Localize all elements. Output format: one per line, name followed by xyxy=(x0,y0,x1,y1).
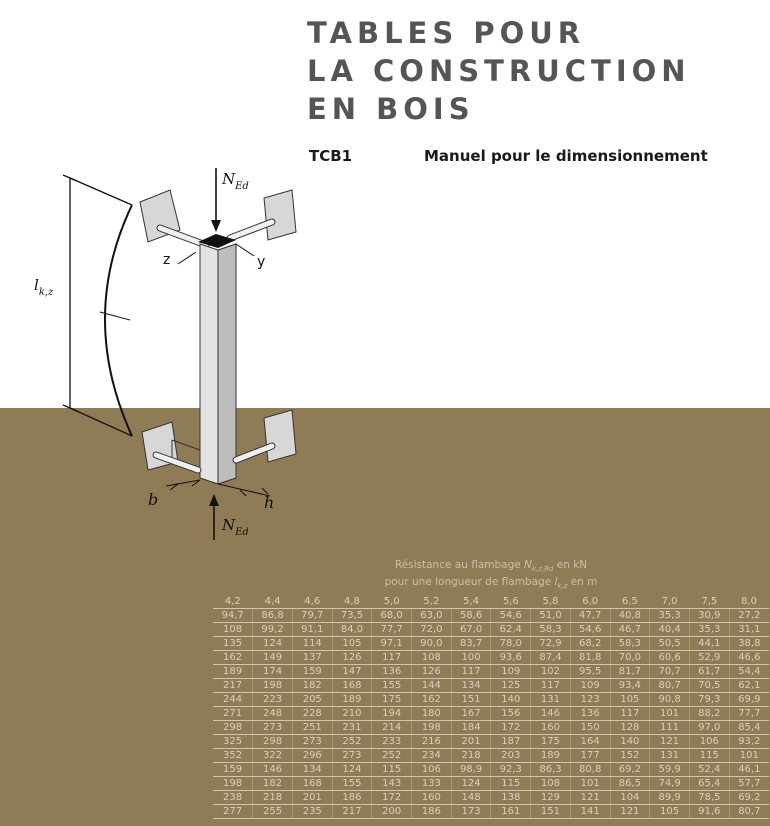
table-cell: 298 xyxy=(253,735,293,749)
table-cell: 106 xyxy=(412,763,452,777)
table-cell: 79,3 xyxy=(689,693,729,707)
table-cell: 273 xyxy=(253,721,293,735)
bottom-load-label: $N_{Ed}$ xyxy=(222,516,249,538)
table-cell: 62,4 xyxy=(491,623,531,637)
table-cell: 108 xyxy=(531,777,571,791)
table-cell: 117 xyxy=(531,679,571,693)
table-cell: 296 xyxy=(292,749,332,763)
table-cell: 88,2 xyxy=(689,707,729,721)
column-header: 4,8 xyxy=(332,594,372,609)
table-cell: 140 xyxy=(610,735,650,749)
buckling-length-label: $l_{k,z}$ xyxy=(34,276,54,298)
table-cell: 201 xyxy=(292,791,332,805)
table-cell: 70,0 xyxy=(610,651,650,665)
title-line-3: EN BOIS xyxy=(307,92,475,126)
table-cell: 198 xyxy=(412,721,452,735)
table-cell: 162 xyxy=(412,693,452,707)
table-cell: 62,1 xyxy=(729,679,769,693)
table-cell: 187 xyxy=(491,735,531,749)
table-cell: 223 xyxy=(253,693,293,707)
table-cell: 63,0 xyxy=(412,609,452,623)
table-cell: 86,8 xyxy=(253,609,293,623)
table-cell: 124 xyxy=(332,763,372,777)
table-cell: 217 xyxy=(332,805,372,819)
table-cell: 79,7 xyxy=(292,609,332,623)
table-cell: 50,5 xyxy=(650,637,690,651)
table-row xyxy=(213,749,769,763)
table-cell: 51,0 xyxy=(531,609,571,623)
table-cell: 160 xyxy=(531,721,571,735)
table-cell: 128 xyxy=(610,721,650,735)
table-cell: 189 xyxy=(332,693,372,707)
table-cell: 135 xyxy=(213,637,253,651)
table-cell: 90,0 xyxy=(412,637,452,651)
title-line-2: LA CONSTRUCTION xyxy=(307,54,691,88)
table-row xyxy=(213,609,769,623)
table-cell: 83,7 xyxy=(451,637,491,651)
table-cell: 136 xyxy=(372,665,412,679)
table-row xyxy=(213,693,769,707)
table-cell: 234 xyxy=(412,749,452,763)
table-cell: 164 xyxy=(570,735,610,749)
table-row xyxy=(213,791,769,805)
table-cell: 271 xyxy=(213,707,253,721)
table-cell: 100 xyxy=(451,651,491,665)
table-cell: 65,4 xyxy=(689,777,729,791)
table-cell: 47,7 xyxy=(570,609,610,623)
table-cell: 97,1 xyxy=(372,637,412,651)
table-cell: 69,2 xyxy=(729,791,769,805)
y-axis-label: y xyxy=(257,254,266,270)
table-cell: 61,7 xyxy=(689,665,729,679)
buckling-length-dimension xyxy=(63,175,132,436)
table-cell: 69,9 xyxy=(729,693,769,707)
table-row xyxy=(213,707,769,721)
table-cell: 155 xyxy=(372,679,412,693)
table-cell: 104 xyxy=(610,791,650,805)
table-cell: 80,8 xyxy=(570,763,610,777)
table-cell: 117 xyxy=(451,665,491,679)
table-cell: 184 xyxy=(451,721,491,735)
column-header: 5,6 xyxy=(491,594,531,609)
book-subtitle: Manuel pour le dimensionnement xyxy=(424,147,708,165)
table-cell: 244 xyxy=(213,693,253,707)
table-cell: 105 xyxy=(332,637,372,651)
table-cell: 46,6 xyxy=(729,651,769,665)
height-dimension xyxy=(218,484,270,496)
table-cell: 147 xyxy=(332,665,372,679)
table-cell: 141 xyxy=(570,805,610,819)
table-cell: 80,7 xyxy=(650,679,690,693)
table-cell: 159 xyxy=(292,665,332,679)
column-header: 5,4 xyxy=(451,594,491,609)
top-support-right xyxy=(230,190,296,240)
width-dimension xyxy=(166,480,200,490)
table-cell: 175 xyxy=(531,735,571,749)
table-cell: 228 xyxy=(292,707,332,721)
table-cell: 186 xyxy=(412,805,452,819)
table-cell: 109 xyxy=(570,679,610,693)
table-cell: 251 xyxy=(292,721,332,735)
table-cell: 205 xyxy=(292,693,332,707)
column-header: 5,8 xyxy=(531,594,571,609)
table-cell: 115 xyxy=(491,777,531,791)
table-cell: 81,8 xyxy=(570,651,610,665)
table-cell: 80,7 xyxy=(729,805,769,819)
table-cell: 40,4 xyxy=(650,623,690,637)
table-cell: 124 xyxy=(253,637,293,651)
top-support-left xyxy=(140,190,206,245)
buckling-resistance-table xyxy=(212,556,770,826)
table-cell: 31,1 xyxy=(729,623,769,637)
table-cell: 138 xyxy=(491,791,531,805)
table-cell: 115 xyxy=(372,763,412,777)
table-cell: 131 xyxy=(531,693,571,707)
table-cell: 78,0 xyxy=(491,637,531,651)
table-row xyxy=(213,679,769,693)
table-header xyxy=(212,559,770,593)
table-cell: 40,8 xyxy=(610,609,650,623)
table-row xyxy=(213,721,769,735)
table-cell: 177 xyxy=(570,749,610,763)
column-header: 4,2 xyxy=(213,594,253,609)
table-cell: 95,5 xyxy=(570,665,610,679)
table-cell: 91,6 xyxy=(689,805,729,819)
table-cell: 248 xyxy=(253,707,293,721)
table-cell: 81,7 xyxy=(610,665,650,679)
table-cell: 203 xyxy=(491,749,531,763)
table-cell: 126 xyxy=(412,665,452,679)
bottom-load-arrow xyxy=(209,494,219,540)
table-cell: 98,9 xyxy=(451,763,491,777)
table-cell: 146 xyxy=(253,763,293,777)
column-header: 8,0 xyxy=(729,594,769,609)
table-cell: 152 xyxy=(610,749,650,763)
table-cell: 73,5 xyxy=(332,609,372,623)
table-cell: 101 xyxy=(570,777,610,791)
table-cell: 101 xyxy=(650,707,690,721)
table-cell: 102 xyxy=(531,665,571,679)
table-cell: 200 xyxy=(372,805,412,819)
table-cell: 201 xyxy=(451,735,491,749)
table-cell: 106 xyxy=(689,735,729,749)
title-line-1: TABLES POUR xyxy=(307,16,586,50)
bottom-support-right xyxy=(236,410,296,462)
table-cell: 273 xyxy=(332,749,372,763)
table-cell: 58,3 xyxy=(531,623,571,637)
table-cell: 123 xyxy=(570,693,610,707)
top-load-arrow xyxy=(211,168,221,232)
z-axis-line xyxy=(178,252,196,264)
table-cell: 124 xyxy=(451,777,491,791)
table-cell: 101 xyxy=(729,749,769,763)
table-cell: 35,3 xyxy=(689,623,729,637)
table-cell: 54,6 xyxy=(570,623,610,637)
table-cell: 137 xyxy=(292,651,332,665)
column-header: 5,0 xyxy=(372,594,412,609)
table-cell: 59,9 xyxy=(650,763,690,777)
table-cell: 125 xyxy=(491,679,531,693)
column-header: 4,4 xyxy=(253,594,293,609)
table-cell: 218 xyxy=(451,749,491,763)
table-cell: 121 xyxy=(610,805,650,819)
table-row xyxy=(213,763,769,777)
table-cell: 168 xyxy=(292,777,332,791)
table-cell: 198 xyxy=(253,679,293,693)
table-cell: 30,9 xyxy=(689,609,729,623)
table-cell: 97,0 xyxy=(689,721,729,735)
table-cell: 86,3 xyxy=(531,763,571,777)
table-cell: 74,9 xyxy=(650,777,690,791)
table-cell: 89,9 xyxy=(650,791,690,805)
table-cell: 160 xyxy=(412,791,452,805)
table-row xyxy=(213,623,769,637)
table-cell: 87,4 xyxy=(531,651,571,665)
table-cell: 92,3 xyxy=(491,763,531,777)
table-cell: 156 xyxy=(491,707,531,721)
table-row xyxy=(213,651,769,665)
column-header: 7,0 xyxy=(650,594,690,609)
table-cell: 149 xyxy=(253,651,293,665)
table-cell: 189 xyxy=(213,665,253,679)
table-cell: 94,7 xyxy=(213,609,253,623)
table-cell: 167 xyxy=(451,707,491,721)
table-cell: 77,7 xyxy=(729,707,769,721)
table-cell: 162 xyxy=(213,651,253,665)
table-cell: 78,5 xyxy=(689,791,729,805)
table-cell: 121 xyxy=(570,791,610,805)
table-cell: 93,6 xyxy=(491,651,531,665)
table-cell: 189 xyxy=(531,749,571,763)
table-cell: 210 xyxy=(332,707,372,721)
table-subtitle: pour une longueur de flambage $l_{k,z}$ en m xyxy=(384,576,598,591)
table-cell: 91,1 xyxy=(292,623,332,637)
column-header: 4,6 xyxy=(292,594,332,609)
table-cell: 117 xyxy=(372,651,412,665)
table-cell: 186 xyxy=(332,791,372,805)
table-cell: 146 xyxy=(531,707,571,721)
table-cell: 172 xyxy=(491,721,531,735)
table-cell: 151 xyxy=(451,693,491,707)
table-cell: 38,8 xyxy=(729,637,769,651)
table-cell: 54,4 xyxy=(729,665,769,679)
table-cell: 105 xyxy=(610,693,650,707)
table-cell: 121 xyxy=(650,735,690,749)
table-cell: 216 xyxy=(412,735,452,749)
table-cell: 129 xyxy=(531,791,571,805)
table-row xyxy=(213,805,769,819)
table-cell: 70,5 xyxy=(689,679,729,693)
table-title: Résistance au flambage $N_{k,z,Rd}$ en kN xyxy=(394,559,588,574)
column-header: 5,2 xyxy=(412,594,452,609)
table-cell: 57,7 xyxy=(729,777,769,791)
table-cell: 255 xyxy=(253,805,293,819)
table-cell: 58,6 xyxy=(451,609,491,623)
table-row xyxy=(213,665,769,679)
table-cell: 90,8 xyxy=(650,693,690,707)
table-cell: 325 xyxy=(213,735,253,749)
table-cell: 252 xyxy=(332,735,372,749)
table-cell: 70,7 xyxy=(650,665,690,679)
table-cell: 108 xyxy=(412,651,452,665)
table-cell: 161 xyxy=(491,805,531,819)
table-cell: 68,2 xyxy=(570,637,610,651)
table-cell: 111 xyxy=(650,721,690,735)
table-cell: 173 xyxy=(451,805,491,819)
table-cell: 84,0 xyxy=(332,623,372,637)
table-cell: 114 xyxy=(292,637,332,651)
width-label: b xyxy=(148,490,159,509)
table-cell: 35,3 xyxy=(650,609,690,623)
table-cell: 231 xyxy=(332,721,372,735)
table-cell: 172 xyxy=(372,791,412,805)
column-buckling-diagram xyxy=(0,160,320,550)
table-cell: 352 xyxy=(213,749,253,763)
column-header: 6,0 xyxy=(570,594,610,609)
table-cell: 105 xyxy=(650,805,690,819)
column-header-row xyxy=(213,594,769,609)
table-cell: 155 xyxy=(332,777,372,791)
table-cell: 182 xyxy=(253,777,293,791)
timber-column xyxy=(198,234,236,484)
table-cell: 27,2 xyxy=(729,609,769,623)
table-cell: 93,2 xyxy=(729,735,769,749)
table-cell: 180 xyxy=(412,707,452,721)
table-cell: 273 xyxy=(292,735,332,749)
table-cell: 93,4 xyxy=(610,679,650,693)
table-cell: 126 xyxy=(332,651,372,665)
table-cell: 214 xyxy=(372,721,412,735)
table-cell: 69,2 xyxy=(610,763,650,777)
table-cell: 52,9 xyxy=(689,651,729,665)
table-cell: 54,6 xyxy=(491,609,531,623)
table-cell: 77,7 xyxy=(372,623,412,637)
table-cell: 238 xyxy=(213,791,253,805)
resistance-values-table xyxy=(213,594,769,819)
y-axis-line xyxy=(236,244,254,256)
table-cell: 117 xyxy=(610,707,650,721)
table-row xyxy=(213,735,769,749)
column-header: 6,5 xyxy=(610,594,650,609)
height-label: h xyxy=(264,493,275,512)
table-cell: 151 xyxy=(531,805,571,819)
table-cell: 217 xyxy=(213,679,253,693)
table-cell: 144 xyxy=(412,679,452,693)
table-cell: 72,0 xyxy=(412,623,452,637)
series-code: TCB1 xyxy=(309,147,353,165)
z-axis-label: z xyxy=(163,252,171,268)
table-cell: 60,6 xyxy=(650,651,690,665)
bottom-support-left xyxy=(142,422,200,470)
table-cell: 233 xyxy=(372,735,412,749)
table-cell: 168 xyxy=(332,679,372,693)
table-cell: 150 xyxy=(570,721,610,735)
table-cell: 322 xyxy=(253,749,293,763)
table-cell: 136 xyxy=(570,707,610,721)
table-cell: 52,4 xyxy=(689,763,729,777)
book-title xyxy=(307,14,691,128)
table-cell: 235 xyxy=(292,805,332,819)
table-cell: 143 xyxy=(372,777,412,791)
table-cell: 134 xyxy=(292,763,332,777)
table-cell: 46,1 xyxy=(729,763,769,777)
table-cell: 99,2 xyxy=(253,623,293,637)
table-cell: 148 xyxy=(451,791,491,805)
table-row xyxy=(213,637,769,651)
table-cell: 131 xyxy=(650,749,690,763)
table-cell: 159 xyxy=(213,763,253,777)
table-cell: 277 xyxy=(213,805,253,819)
table-cell: 72,9 xyxy=(531,637,571,651)
table-cell: 85,4 xyxy=(729,721,769,735)
table-cell: 218 xyxy=(253,791,293,805)
table-cell: 134 xyxy=(451,679,491,693)
table-cell: 109 xyxy=(491,665,531,679)
table-row xyxy=(213,777,769,791)
column-header: 7,5 xyxy=(689,594,729,609)
table-cell: 194 xyxy=(372,707,412,721)
table-cell: 115 xyxy=(689,749,729,763)
table-cell: 108 xyxy=(213,623,253,637)
table-cell: 174 xyxy=(253,665,293,679)
table-cell: 58,3 xyxy=(610,637,650,651)
table-cell: 198 xyxy=(213,777,253,791)
table-cell: 67,0 xyxy=(451,623,491,637)
table-cell: 140 xyxy=(491,693,531,707)
table-cell: 68,0 xyxy=(372,609,412,623)
table-cell: 133 xyxy=(412,777,452,791)
table-cell: 175 xyxy=(372,693,412,707)
table-cell: 44,1 xyxy=(689,637,729,651)
table-cell: 298 xyxy=(213,721,253,735)
top-load-label: $N_{Ed}$ xyxy=(222,170,249,192)
table-cell: 86,5 xyxy=(610,777,650,791)
table-cell: 182 xyxy=(292,679,332,693)
table-cell: 46,7 xyxy=(610,623,650,637)
table-cell: 252 xyxy=(372,749,412,763)
